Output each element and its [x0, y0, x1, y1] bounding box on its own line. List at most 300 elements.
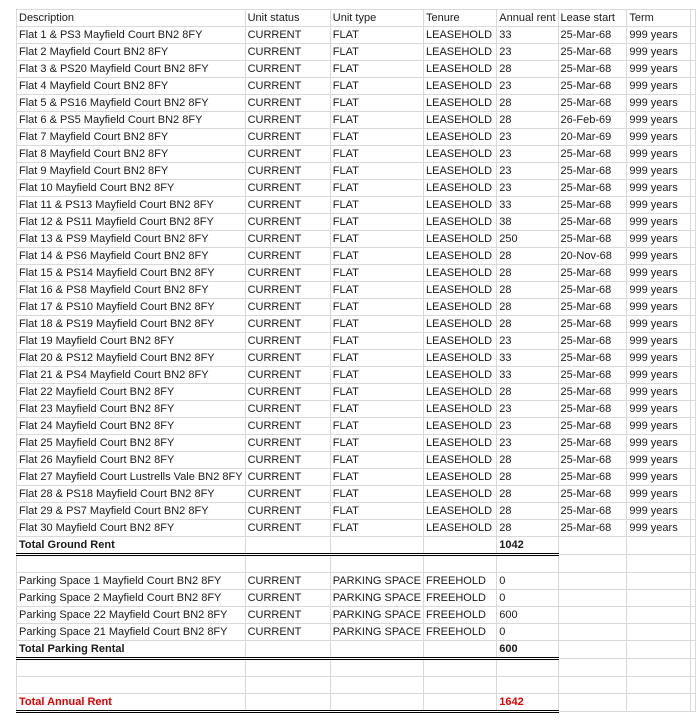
lease-start-cell[interactable]: 25-Mar-68	[558, 469, 627, 486]
empty-cell[interactable]	[558, 555, 627, 573]
total-annual-rent-value[interactable]: 1642	[497, 694, 558, 712]
empty-cell[interactable]	[690, 248, 695, 265]
annual-rent-cell[interactable]: 28	[497, 95, 558, 112]
description-cell[interactable]: Flat 28 & PS18 Mayfield Court BN2 8FY	[17, 486, 246, 503]
term-cell[interactable]: 999 years	[627, 112, 691, 129]
tenure-cell[interactable]: LEASEHOLD	[424, 503, 497, 520]
term-cell[interactable]: 999 years	[627, 78, 691, 95]
empty-cell[interactable]	[690, 694, 695, 712]
unit-status-cell[interactable]: CURRENT	[245, 316, 330, 333]
tenure-cell[interactable]: LEASEHOLD	[424, 316, 497, 333]
annual-rent-cell[interactable]: 0	[497, 573, 558, 590]
empty-cell[interactable]	[330, 659, 423, 677]
tenure-cell[interactable]: LEASEHOLD	[424, 418, 497, 435]
unit-type-cell[interactable]: FLAT	[330, 316, 423, 333]
unit-type-cell[interactable]: FLAT	[330, 27, 423, 44]
empty-cell[interactable]	[627, 607, 691, 624]
unit-type-cell[interactable]: FLAT	[330, 78, 423, 95]
unit-status-cell[interactable]: CURRENT	[245, 44, 330, 61]
empty-cell[interactable]	[690, 607, 695, 624]
description-cell[interactable]: Flat 26 Mayfield Court BN2 8FY	[17, 452, 246, 469]
header-unit-status[interactable]: Unit status	[245, 10, 330, 27]
unit-type-cell[interactable]: FLAT	[330, 112, 423, 129]
lease-start-cell[interactable]: 25-Mar-68	[558, 435, 627, 452]
unit-type-cell[interactable]: PARKING SPACE	[330, 607, 423, 624]
empty-cell[interactable]	[627, 573, 691, 590]
unit-status-cell[interactable]: CURRENT	[245, 607, 330, 624]
term-cell[interactable]: 999 years	[627, 503, 691, 520]
empty-cell[interactable]	[558, 641, 627, 659]
tenure-cell[interactable]: LEASEHOLD	[424, 384, 497, 401]
unit-type-cell[interactable]: FLAT	[330, 367, 423, 384]
unit-type-cell[interactable]: FLAT	[330, 520, 423, 537]
description-cell[interactable]: Flat 2 Mayfield Court BN2 8FY	[17, 44, 246, 61]
empty-cell[interactable]	[690, 197, 695, 214]
description-cell[interactable]: Flat 25 Mayfield Court BN2 8FY	[17, 435, 246, 452]
description-cell[interactable]: Flat 15 & PS14 Mayfield Court BN2 8FY	[17, 265, 246, 282]
lease-start-cell[interactable]: 20-Mar-69	[558, 129, 627, 146]
unit-type-cell[interactable]: FLAT	[330, 435, 423, 452]
unit-status-cell[interactable]: CURRENT	[245, 61, 330, 78]
term-cell[interactable]: 999 years	[627, 299, 691, 316]
term-cell[interactable]: 999 years	[627, 452, 691, 469]
tenure-cell[interactable]: LEASEHOLD	[424, 197, 497, 214]
annual-rent-cell[interactable]: 33	[497, 367, 558, 384]
empty-cell[interactable]	[690, 44, 695, 61]
unit-status-cell[interactable]: CURRENT	[245, 350, 330, 367]
description-cell[interactable]: Flat 12 & PS11 Mayfield Court BN2 8FY	[17, 214, 246, 231]
empty-cell[interactable]	[497, 659, 558, 677]
term-cell[interactable]: 999 years	[627, 248, 691, 265]
empty-cell[interactable]	[330, 555, 423, 573]
unit-type-cell[interactable]: FLAT	[330, 231, 423, 248]
unit-status-cell[interactable]: CURRENT	[245, 248, 330, 265]
empty-cell[interactable]	[17, 677, 246, 694]
annual-rent-cell[interactable]: 28	[497, 384, 558, 401]
annual-rent-cell[interactable]: 28	[497, 520, 558, 537]
lease-start-cell[interactable]: 25-Mar-68	[558, 520, 627, 537]
lease-start-cell[interactable]: 25-Mar-68	[558, 231, 627, 248]
header-term[interactable]: Term	[627, 10, 691, 27]
lease-start-cell[interactable]: 25-Mar-68	[558, 333, 627, 350]
empty-cell[interactable]	[690, 95, 695, 112]
unit-type-cell[interactable]: PARKING SPACE	[330, 624, 423, 641]
unit-type-cell[interactable]: FLAT	[330, 61, 423, 78]
empty-cell[interactable]	[245, 555, 330, 573]
unit-type-cell[interactable]: FLAT	[330, 469, 423, 486]
term-cell[interactable]: 999 years	[627, 44, 691, 61]
empty-cell[interactable]	[627, 555, 691, 573]
description-cell[interactable]: Parking Space 21 Mayfield Court BN2 8FY	[17, 624, 246, 641]
annual-rent-cell[interactable]: 23	[497, 146, 558, 163]
empty-cell[interactable]	[690, 129, 695, 146]
annual-rent-cell[interactable]: 0	[497, 624, 558, 641]
annual-rent-cell[interactable]: 23	[497, 44, 558, 61]
lease-start-cell[interactable]: 25-Mar-68	[558, 197, 627, 214]
unit-status-cell[interactable]: CURRENT	[245, 367, 330, 384]
annual-rent-cell[interactable]: 28	[497, 265, 558, 282]
unit-type-cell[interactable]: FLAT	[330, 452, 423, 469]
description-cell[interactable]: Flat 19 Mayfield Court BN2 8FY	[17, 333, 246, 350]
unit-type-cell[interactable]: FLAT	[330, 44, 423, 61]
tenure-cell[interactable]: LEASEHOLD	[424, 146, 497, 163]
unit-status-cell[interactable]: CURRENT	[245, 520, 330, 537]
lease-start-cell[interactable]: 25-Mar-68	[558, 503, 627, 520]
empty-cell[interactable]	[245, 694, 330, 712]
tenure-cell[interactable]: FREEHOLD	[424, 607, 497, 624]
lease-start-cell[interactable]: 25-Mar-68	[558, 214, 627, 231]
term-cell[interactable]: 999 years	[627, 333, 691, 350]
empty-cell[interactable]	[690, 231, 695, 248]
lease-start-cell[interactable]: 25-Mar-68	[558, 452, 627, 469]
tenure-cell[interactable]: LEASEHOLD	[424, 231, 497, 248]
empty-cell[interactable]	[690, 265, 695, 282]
empty-cell[interactable]	[690, 641, 695, 659]
empty-cell[interactable]	[690, 677, 695, 694]
empty-cell[interactable]	[245, 641, 330, 659]
empty-cell[interactable]	[424, 677, 497, 694]
description-cell[interactable]: Flat 6 & PS5 Mayfield Court BN2 8FY	[17, 112, 246, 129]
tenure-cell[interactable]: LEASEHOLD	[424, 27, 497, 44]
empty-cell[interactable]	[627, 590, 691, 607]
annual-rent-cell[interactable]: 23	[497, 418, 558, 435]
lease-start-cell[interactable]: 25-Mar-68	[558, 282, 627, 299]
description-cell[interactable]: Parking Space 2 Mayfield Court BN2 8FY	[17, 590, 246, 607]
empty-cell[interactable]	[245, 659, 330, 677]
lease-start-cell[interactable]: 25-Mar-68	[558, 299, 627, 316]
empty-cell[interactable]	[690, 27, 695, 44]
description-cell[interactable]: Flat 20 & PS12 Mayfield Court BN2 8FY	[17, 350, 246, 367]
term-cell[interactable]: 999 years	[627, 163, 691, 180]
unit-type-cell[interactable]: FLAT	[330, 486, 423, 503]
annual-rent-cell[interactable]: 28	[497, 469, 558, 486]
empty-cell[interactable]	[690, 573, 695, 590]
header-unit-type[interactable]: Unit type	[330, 10, 423, 27]
term-cell[interactable]: 999 years	[627, 384, 691, 401]
empty-cell[interactable]	[558, 694, 627, 712]
empty-cell[interactable]	[690, 316, 695, 333]
lease-start-cell[interactable]: 25-Mar-68	[558, 61, 627, 78]
description-cell[interactable]: Flat 21 & PS4 Mayfield Court BN2 8FY	[17, 367, 246, 384]
tenure-cell[interactable]: LEASEHOLD	[424, 367, 497, 384]
unit-status-cell[interactable]: CURRENT	[245, 146, 330, 163]
term-cell[interactable]: 999 years	[627, 146, 691, 163]
tenure-cell[interactable]: LEASEHOLD	[424, 44, 497, 61]
tenure-cell[interactable]: LEASEHOLD	[424, 61, 497, 78]
unit-type-cell[interactable]: FLAT	[330, 350, 423, 367]
tenure-cell[interactable]: FREEHOLD	[424, 590, 497, 607]
description-cell[interactable]: Flat 4 Mayfield Court BN2 8FY	[17, 78, 246, 95]
description-cell[interactable]: Parking Space 1 Mayfield Court BN2 8FY	[17, 573, 246, 590]
unit-status-cell[interactable]: CURRENT	[245, 435, 330, 452]
empty-cell[interactable]	[17, 555, 246, 573]
empty-cell[interactable]	[424, 694, 497, 712]
lease-start-cell[interactable]: 25-Mar-68	[558, 163, 627, 180]
lease-start-cell[interactable]: 25-Mar-68	[558, 401, 627, 418]
empty-cell[interactable]	[424, 537, 497, 555]
empty-cell[interactable]	[690, 367, 695, 384]
annual-rent-cell[interactable]: 28	[497, 503, 558, 520]
annual-rent-cell[interactable]: 28	[497, 452, 558, 469]
tenure-cell[interactable]: LEASEHOLD	[424, 520, 497, 537]
empty-cell[interactable]	[627, 624, 691, 641]
term-cell[interactable]: 999 years	[627, 367, 691, 384]
lease-start-cell[interactable]: 20-Nov-68	[558, 248, 627, 265]
empty-cell[interactable]	[690, 452, 695, 469]
description-cell[interactable]: Flat 18 & PS19 Mayfield Court BN2 8FY	[17, 316, 246, 333]
unit-type-cell[interactable]: FLAT	[330, 384, 423, 401]
unit-type-cell[interactable]: PARKING SPACE	[330, 573, 423, 590]
unit-status-cell[interactable]: CURRENT	[245, 231, 330, 248]
unit-status-cell[interactable]: CURRENT	[245, 401, 330, 418]
unit-type-cell[interactable]: FLAT	[330, 248, 423, 265]
empty-cell[interactable]	[690, 401, 695, 418]
term-cell[interactable]: 999 years	[627, 350, 691, 367]
term-cell[interactable]: 999 years	[627, 418, 691, 435]
empty-cell[interactable]	[690, 61, 695, 78]
annual-rent-cell[interactable]: 28	[497, 112, 558, 129]
unit-status-cell[interactable]: CURRENT	[245, 27, 330, 44]
tenure-cell[interactable]: LEASEHOLD	[424, 401, 497, 418]
annual-rent-cell[interactable]: 28	[497, 282, 558, 299]
total-annual-rent-label[interactable]: Total Annual Rent	[17, 694, 246, 712]
description-cell[interactable]: Flat 11 & PS13 Mayfield Court BN2 8FY	[17, 197, 246, 214]
lease-start-cell[interactable]: 25-Mar-68	[558, 350, 627, 367]
description-cell[interactable]: Flat 29 & PS7 Mayfield Court BN2 8FY	[17, 503, 246, 520]
unit-type-cell[interactable]: FLAT	[330, 214, 423, 231]
term-cell[interactable]: 999 years	[627, 180, 691, 197]
empty-cell[interactable]	[690, 180, 695, 197]
empty-cell[interactable]	[330, 537, 423, 555]
tenure-cell[interactable]: LEASEHOLD	[424, 163, 497, 180]
description-cell[interactable]: Flat 30 Mayfield Court BN2 8FY	[17, 520, 246, 537]
term-cell[interactable]: 999 years	[627, 486, 691, 503]
unit-type-cell[interactable]: FLAT	[330, 129, 423, 146]
lease-start-cell[interactable]: 26-Feb-69	[558, 112, 627, 129]
tenure-cell[interactable]: LEASEHOLD	[424, 95, 497, 112]
lease-start-cell[interactable]: 25-Mar-68	[558, 78, 627, 95]
annual-rent-cell[interactable]: 28	[497, 299, 558, 316]
tenure-cell[interactable]: LEASEHOLD	[424, 435, 497, 452]
total-parking-value[interactable]: 600	[497, 641, 558, 659]
annual-rent-cell[interactable]: 28	[497, 316, 558, 333]
lease-start-cell[interactable]: 25-Mar-68	[558, 95, 627, 112]
term-cell[interactable]: 999 years	[627, 61, 691, 78]
empty-cell[interactable]	[330, 677, 423, 694]
empty-cell[interactable]	[627, 677, 691, 694]
empty-cell[interactable]	[558, 659, 627, 677]
annual-rent-cell[interactable]: 23	[497, 401, 558, 418]
tenure-cell[interactable]: LEASEHOLD	[424, 248, 497, 265]
unit-status-cell[interactable]: CURRENT	[245, 265, 330, 282]
unit-status-cell[interactable]: CURRENT	[245, 590, 330, 607]
term-cell[interactable]: 999 years	[627, 401, 691, 418]
empty-cell[interactable]	[245, 537, 330, 555]
empty-cell[interactable]	[690, 418, 695, 435]
unit-type-cell[interactable]: FLAT	[330, 146, 423, 163]
tenure-cell[interactable]: LEASEHOLD	[424, 333, 497, 350]
annual-rent-cell[interactable]: 33	[497, 197, 558, 214]
term-cell[interactable]: 999 years	[627, 129, 691, 146]
lease-start-cell[interactable]: 25-Mar-68	[558, 316, 627, 333]
annual-rent-cell[interactable]: 0	[497, 590, 558, 607]
unit-status-cell[interactable]: CURRENT	[245, 486, 330, 503]
empty-cell[interactable]	[17, 659, 246, 677]
description-cell[interactable]: Flat 5 & PS16 Mayfield Court BN2 8FY	[17, 95, 246, 112]
unit-type-cell[interactable]: FLAT	[330, 299, 423, 316]
empty-cell[interactable]	[690, 299, 695, 316]
empty-cell[interactable]	[497, 555, 558, 573]
unit-status-cell[interactable]: CURRENT	[245, 112, 330, 129]
empty-cell[interactable]	[690, 282, 695, 299]
annual-rent-cell[interactable]: 28	[497, 248, 558, 265]
lease-start-cell[interactable]: 25-Mar-68	[558, 146, 627, 163]
empty-cell[interactable]	[690, 624, 695, 641]
term-cell[interactable]: 999 years	[627, 265, 691, 282]
total-parking-label[interactable]: Total Parking Rental	[17, 641, 246, 659]
description-cell[interactable]: Parking Space 22 Mayfield Court BN2 8FY	[17, 607, 246, 624]
annual-rent-cell[interactable]: 33	[497, 350, 558, 367]
unit-type-cell[interactable]: FLAT	[330, 333, 423, 350]
lease-start-cell[interactable]: 25-Mar-68	[558, 367, 627, 384]
tenure-cell[interactable]: LEASEHOLD	[424, 486, 497, 503]
empty-cell[interactable]	[690, 503, 695, 520]
empty-cell[interactable]	[690, 435, 695, 452]
empty-cell[interactable]	[690, 333, 695, 350]
description-cell[interactable]: Flat 17 & PS10 Mayfield Court BN2 8FY	[17, 299, 246, 316]
annual-rent-cell[interactable]: 33	[497, 27, 558, 44]
unit-type-cell[interactable]: FLAT	[330, 265, 423, 282]
empty-cell[interactable]	[690, 537, 695, 555]
empty-cell[interactable]	[690, 10, 695, 27]
unit-status-cell[interactable]: CURRENT	[245, 624, 330, 641]
empty-cell[interactable]	[690, 469, 695, 486]
unit-type-cell[interactable]: PARKING SPACE	[330, 590, 423, 607]
unit-status-cell[interactable]: CURRENT	[245, 95, 330, 112]
empty-cell[interactable]	[690, 590, 695, 607]
unit-status-cell[interactable]: CURRENT	[245, 299, 330, 316]
empty-cell[interactable]	[690, 520, 695, 537]
empty-cell[interactable]	[558, 607, 627, 624]
description-cell[interactable]: Flat 27 Mayfield Court Lustrells Vale BN2 8FY	[17, 469, 246, 486]
empty-cell[interactable]	[690, 112, 695, 129]
annual-rent-cell[interactable]: 28	[497, 61, 558, 78]
unit-type-cell[interactable]: FLAT	[330, 180, 423, 197]
tenure-cell[interactable]: LEASEHOLD	[424, 299, 497, 316]
annual-rent-cell[interactable]: 23	[497, 435, 558, 452]
term-cell[interactable]: 999 years	[627, 469, 691, 486]
empty-cell[interactable]	[690, 214, 695, 231]
term-cell[interactable]: 999 years	[627, 316, 691, 333]
term-cell[interactable]: 999 years	[627, 95, 691, 112]
unit-status-cell[interactable]: CURRENT	[245, 78, 330, 95]
term-cell[interactable]: 999 years	[627, 435, 691, 452]
description-cell[interactable]: Flat 22 Mayfield Court BN2 8FY	[17, 384, 246, 401]
annual-rent-cell[interactable]: 23	[497, 333, 558, 350]
description-cell[interactable]: Flat 24 Mayfield Court BN2 8FY	[17, 418, 246, 435]
description-cell[interactable]: Flat 10 Mayfield Court BN2 8FY	[17, 180, 246, 197]
unit-status-cell[interactable]: CURRENT	[245, 282, 330, 299]
empty-cell[interactable]	[424, 659, 497, 677]
empty-cell[interactable]	[558, 590, 627, 607]
unit-status-cell[interactable]: CURRENT	[245, 418, 330, 435]
description-cell[interactable]: Flat 13 & PS9 Mayfield Court BN2 8FY	[17, 231, 246, 248]
term-cell[interactable]: 999 years	[627, 27, 691, 44]
empty-cell[interactable]	[424, 555, 497, 573]
header-description[interactable]: Description	[17, 10, 246, 27]
tenure-cell[interactable]: FREEHOLD	[424, 573, 497, 590]
annual-rent-cell[interactable]: 23	[497, 129, 558, 146]
unit-status-cell[interactable]: CURRENT	[245, 469, 330, 486]
empty-cell[interactable]	[558, 573, 627, 590]
description-cell[interactable]: Flat 8 Mayfield Court BN2 8FY	[17, 146, 246, 163]
empty-cell[interactable]	[424, 641, 497, 659]
annual-rent-cell[interactable]: 250	[497, 231, 558, 248]
empty-cell[interactable]	[627, 659, 691, 677]
empty-cell[interactable]	[627, 537, 691, 555]
tenure-cell[interactable]: LEASEHOLD	[424, 78, 497, 95]
unit-type-cell[interactable]: FLAT	[330, 418, 423, 435]
unit-type-cell[interactable]: FLAT	[330, 95, 423, 112]
tenure-cell[interactable]: LEASEHOLD	[424, 265, 497, 282]
unit-status-cell[interactable]: CURRENT	[245, 163, 330, 180]
total-ground-rent-label[interactable]: Total Ground Rent	[17, 537, 246, 555]
unit-type-cell[interactable]: FLAT	[330, 282, 423, 299]
tenure-cell[interactable]: LEASEHOLD	[424, 112, 497, 129]
term-cell[interactable]: 999 years	[627, 231, 691, 248]
term-cell[interactable]: 999 years	[627, 520, 691, 537]
unit-type-cell[interactable]: FLAT	[330, 503, 423, 520]
description-cell[interactable]: Flat 23 Mayfield Court BN2 8FY	[17, 401, 246, 418]
empty-cell[interactable]	[558, 537, 627, 555]
annual-rent-cell[interactable]: 23	[497, 78, 558, 95]
tenure-cell[interactable]: LEASEHOLD	[424, 180, 497, 197]
unit-status-cell[interactable]: CURRENT	[245, 573, 330, 590]
term-cell[interactable]: 999 years	[627, 197, 691, 214]
term-cell[interactable]: 999 years	[627, 214, 691, 231]
description-cell[interactable]: Flat 14 & PS6 Mayfield Court BN2 8FY	[17, 248, 246, 265]
tenure-cell[interactable]: LEASEHOLD	[424, 129, 497, 146]
lease-start-cell[interactable]: 25-Mar-68	[558, 418, 627, 435]
empty-cell[interactable]	[330, 694, 423, 712]
lease-start-cell[interactable]: 25-Mar-68	[558, 265, 627, 282]
description-cell[interactable]: Flat 7 Mayfield Court BN2 8FY	[17, 129, 246, 146]
lease-start-cell[interactable]: 25-Mar-68	[558, 180, 627, 197]
tenure-cell[interactable]: LEASEHOLD	[424, 350, 497, 367]
empty-cell[interactable]	[690, 659, 695, 677]
unit-status-cell[interactable]: CURRENT	[245, 129, 330, 146]
empty-cell[interactable]	[690, 163, 695, 180]
annual-rent-cell[interactable]: 23	[497, 163, 558, 180]
lease-start-cell[interactable]: 25-Mar-68	[558, 486, 627, 503]
unit-status-cell[interactable]: CURRENT	[245, 180, 330, 197]
unit-status-cell[interactable]: CURRENT	[245, 503, 330, 520]
unit-type-cell[interactable]: FLAT	[330, 401, 423, 418]
description-cell[interactable]: Flat 16 & PS8 Mayfield Court BN2 8FY	[17, 282, 246, 299]
tenure-cell[interactable]: LEASEHOLD	[424, 214, 497, 231]
unit-status-cell[interactable]: CURRENT	[245, 214, 330, 231]
unit-status-cell[interactable]: CURRENT	[245, 333, 330, 350]
header-annual-rent[interactable]: Annual rent	[497, 10, 558, 27]
unit-type-cell[interactable]: FLAT	[330, 197, 423, 214]
empty-cell[interactable]	[690, 146, 695, 163]
unit-status-cell[interactable]: CURRENT	[245, 452, 330, 469]
unit-status-cell[interactable]: CURRENT	[245, 384, 330, 401]
empty-cell[interactable]	[690, 384, 695, 401]
term-cell[interactable]: 999 years	[627, 282, 691, 299]
empty-cell[interactable]	[690, 486, 695, 503]
annual-rent-cell[interactable]: 23	[497, 180, 558, 197]
